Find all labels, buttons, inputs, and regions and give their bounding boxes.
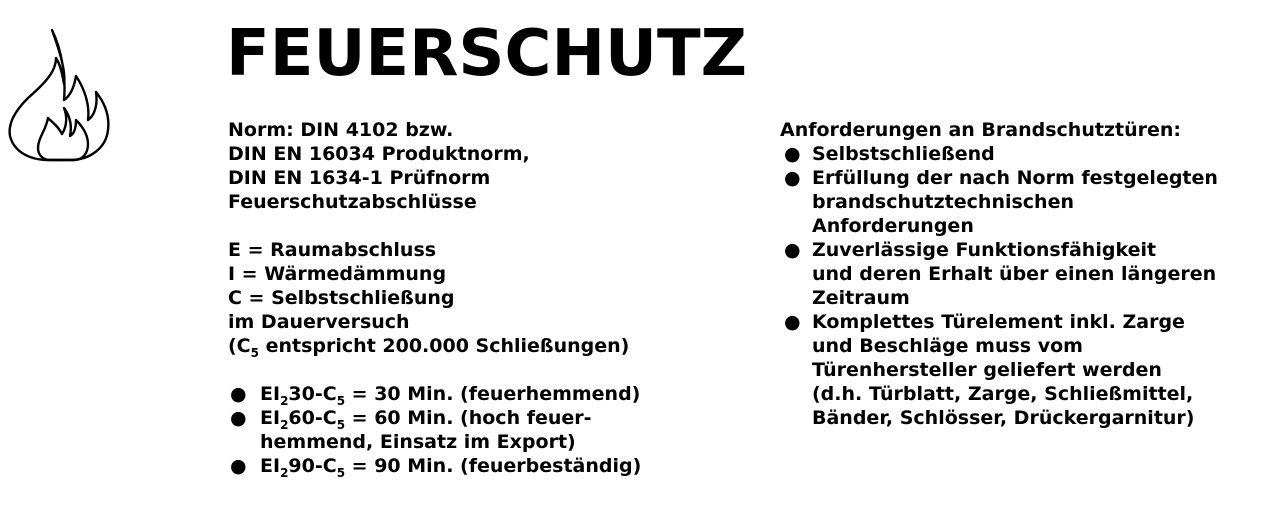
norm-line: Feuerschutzabschlüsse (228, 191, 477, 213)
bullet-icon: ● (784, 311, 801, 333)
norm-line: DIN EN 16034 Produktnorm, (228, 143, 530, 165)
fire-class-item: ● $EI_290-C_5 = 90$ Min. (feuerbeständig) (230, 455, 642, 480)
definition-line: I = Wärmedämmung (228, 263, 447, 285)
bullet-icon: ● (230, 455, 247, 477)
definition-block (228, 238, 748, 358)
page-title: FEUERSCHUTZ (226, 17, 748, 91)
bullet-icon: ● (784, 239, 801, 261)
norm-block (228, 118, 748, 214)
right-column (780, 118, 1260, 430)
requirements-heading: Anforderungen an Brandschutztüren: (780, 119, 1181, 141)
closing-cycles-line: ($C_5$ entspricht 200.000 Schließungen) (228, 335, 630, 360)
bullet-icon: ● (230, 407, 247, 429)
left-column (228, 118, 748, 478)
flame-icon (4, 26, 112, 162)
definition-line: E = Raumabschluss (228, 239, 437, 261)
bullet-icon: ● (784, 143, 801, 165)
definition-line: C = Selbstschließung (228, 287, 455, 309)
fire-class-item: ● $EI_260-C_5 = 60$ Min. (hoch feuer- hemmend, Einsatz im Export) (230, 407, 592, 453)
bullet-icon: ● (230, 383, 247, 405)
requirement-item: ● Komplettes Türelement inkl. Zarge und Beschläge muss vom Türenhersteller geliefert werden (d.h. Türblatt, Zarge, Schließmittel, Bänder, Schlösser, Drückergarnitur) (784, 311, 1195, 429)
norm-line: DIN EN 1634-1 Prüfnorm (228, 167, 491, 189)
requirement-item: ● Erfüllung der nach Norm festgelegten brandschutztechnischen Anforderungen (784, 167, 1218, 237)
requirement-item: ● Zuverlässige Funktionsfähigkeit und deren Erhalt über einen längeren Zeitraum (784, 239, 1217, 309)
requirement-item: ● Selbstschließend (784, 143, 995, 165)
definition-line: im Dauerversuch (228, 311, 410, 333)
fire-class-item: ● $EI_230-C_5 = 30$ Min. (feuerhemmend) (230, 383, 641, 408)
bullet-icon: ● (784, 167, 801, 189)
norm-line: Norm: DIN 4102 bzw. (228, 119, 454, 141)
requirements-list (780, 142, 1260, 430)
fire-class-list (228, 382, 748, 478)
